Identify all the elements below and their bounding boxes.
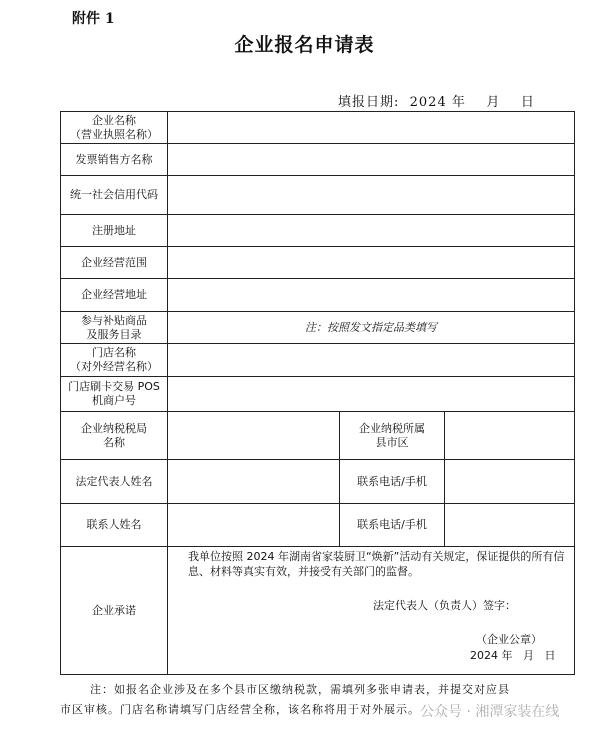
contact-phone-label: 联系电话/手机 xyxy=(340,504,445,547)
subsidy-catalog-label: 参与补贴商品 及服务目录 xyxy=(61,312,168,344)
registered-address-label: 注册地址 xyxy=(61,215,168,247)
row-registered-address xyxy=(61,215,575,247)
row-credit-code xyxy=(61,176,575,215)
legal-rep-phone-field[interactable] xyxy=(445,460,575,504)
row-company-name xyxy=(61,112,575,144)
pledge-label: 企业承诺 xyxy=(61,547,168,675)
row-contact xyxy=(61,504,575,547)
row-pos-merchant xyxy=(61,377,575,412)
contact-name-label: 联系人姓名 xyxy=(61,504,168,547)
legal-rep-phone-label: 联系电话/手机 xyxy=(340,460,445,504)
pos-merchant-label: 门店刷卡交易 POS 机商户号 xyxy=(61,377,168,412)
footnote-line-2: 市区审核。门店名称请填写门店经营全称，该名称将用于对外展示。 xyxy=(60,703,420,716)
row-business-address xyxy=(61,279,575,312)
tax-county-label: 企业纳税所属 县市区 xyxy=(340,412,445,460)
business-address-field[interactable] xyxy=(168,279,575,312)
invoice-seller-label: 发票销售方名称 xyxy=(61,144,168,176)
credit-code-label: 统一社会信用代码 xyxy=(61,176,168,215)
business-scope-label: 企业经营范围 xyxy=(61,247,168,279)
legal-rep-label: 法定代表人姓名 xyxy=(61,460,168,504)
application-form-table xyxy=(60,111,575,675)
contact-name-field[interactable] xyxy=(168,504,340,547)
pos-merchant-field[interactable] xyxy=(168,377,575,412)
pledge-cell xyxy=(168,547,575,675)
subsidy-catalog-note[interactable]: 注：按照发文指定品类填写 xyxy=(168,312,575,344)
store-name-field[interactable] xyxy=(168,344,575,377)
watermark: 公众号 · 湘潭家装在线 xyxy=(420,704,560,720)
tax-county-field[interactable] xyxy=(445,412,575,460)
invoice-seller-field[interactable] xyxy=(168,144,575,176)
company-name-field[interactable] xyxy=(168,112,575,144)
row-legal-rep xyxy=(61,460,575,504)
business-address-label: 企业经营地址 xyxy=(61,279,168,312)
row-pledge xyxy=(61,547,575,675)
row-invoice-seller xyxy=(61,144,575,176)
company-seal: （企业公章） xyxy=(476,633,542,646)
fill-date: 填报日期: 2024 年 月 日 xyxy=(338,95,535,110)
attachment-label: 附件 1 xyxy=(72,11,115,27)
company-name-label: 企业名称 （营业执照名称） xyxy=(61,112,168,144)
row-subsidy-catalog xyxy=(61,312,575,344)
pledge-text: 我单位按照 2024 年湖南省家装厨卫“焕新”活动有关规定，保证提供的所有信息、材料等真实有效，并接受有关部门的监督。 xyxy=(188,550,565,578)
credit-code-field[interactable] xyxy=(168,176,575,215)
legal-rep-signature[interactable]: 法定代表人（负责人）签字： xyxy=(373,599,516,612)
tax-bureau-label: 企业纳税税局 名称 xyxy=(61,412,168,460)
footnote-line-1: 注：如报名企业涉及在多个县市区缴纳税款，需填列多张申请表，并提交对应县 xyxy=(90,683,510,696)
row-store-name xyxy=(61,344,575,377)
business-scope-field[interactable] xyxy=(168,247,575,279)
contact-phone-field[interactable] xyxy=(445,504,575,547)
store-name-label: 门店名称 （对外经营名称） xyxy=(61,344,168,377)
row-tax-info xyxy=(61,412,575,460)
registered-address-field[interactable] xyxy=(168,215,575,247)
tax-bureau-field[interactable] xyxy=(168,412,340,460)
legal-rep-field[interactable] xyxy=(168,460,340,504)
pledge-date: 2024 年 月 日 xyxy=(470,649,556,662)
row-business-scope xyxy=(61,247,575,279)
form-title: 企业报名申请表 xyxy=(234,34,375,56)
